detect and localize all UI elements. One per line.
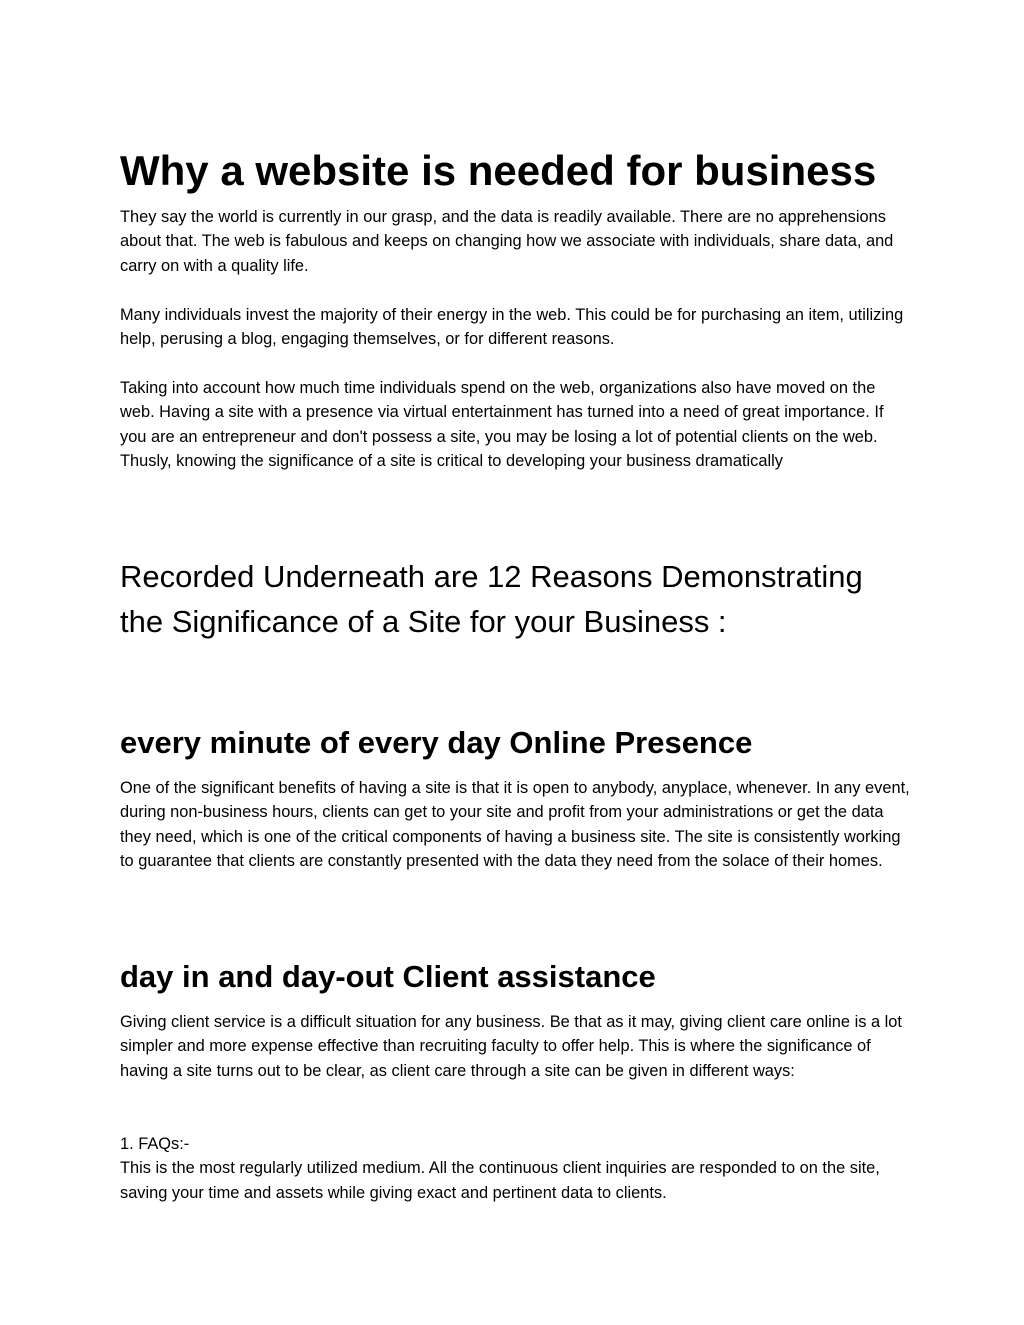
document-title: Why a website is needed for business xyxy=(120,147,877,194)
section-body-online-presence: One of the significant benefits of having a site is that it is open to anybody, anyplace, whenever. In any event, during non-business hours, clients can get to your site and profit from your administrations or get the data they need, which is one of the critical components of having a business site. The site is consistently working to guarantee that clients are constantly presented with the data they need from the solace of their homes. xyxy=(120,779,910,871)
section-heading-client-assistance: day in and day-out Client assistance xyxy=(120,959,656,994)
faq-item-label: 1. FAQs:- xyxy=(120,1135,190,1153)
intro-paragraph-2: Many individuals invest the majority of their energy in the web. This could be for purchasing an item, utilizing help, perusing a blog, engaging themselves, or for different reasons. xyxy=(120,306,904,349)
section-body-client-assistance: Giving client service is a difficult situation for any business. Be that as it may, giving client care online is a lot simpler and more expense effective than recruiting faculty to offer help. This is where the significance of having a site turns out to be clear, as client care through a site can be given in different ways: xyxy=(120,1013,902,1080)
faq-list-item xyxy=(120,1132,910,1205)
intro-paragraph-3: Taking into account how much time individuals spend on the web, organizations also have moved on the web. Having a site with a presence via virtual entertainment has turned into a need of great importance. If you are an entrepreneur and don't possess a site, you may be losing a lot of potential clients on the web. Thusly, knowing the significance of a site is critical to developing your business dramatically xyxy=(120,379,884,471)
section-heading-online-presence: every minute of every day Online Presence xyxy=(120,725,753,760)
faq-item-body: This is the most regularly utilized medium. All the continuous client inquiries are responded to on the site, saving your time and assets while giving exact and pertinent data to clients. xyxy=(120,1159,880,1202)
intro-paragraph-1: They say the world is currently in our grasp, and the data is readily available. There are no apprehensions about that. The web is fabulous and keeps on changing how we associate with individuals, share data, and carry on with a quality life. xyxy=(120,208,894,275)
reasons-heading: Recorded Underneath are 12 Reasons Demonstrating the Significance of a Site for your Business : xyxy=(120,559,863,639)
